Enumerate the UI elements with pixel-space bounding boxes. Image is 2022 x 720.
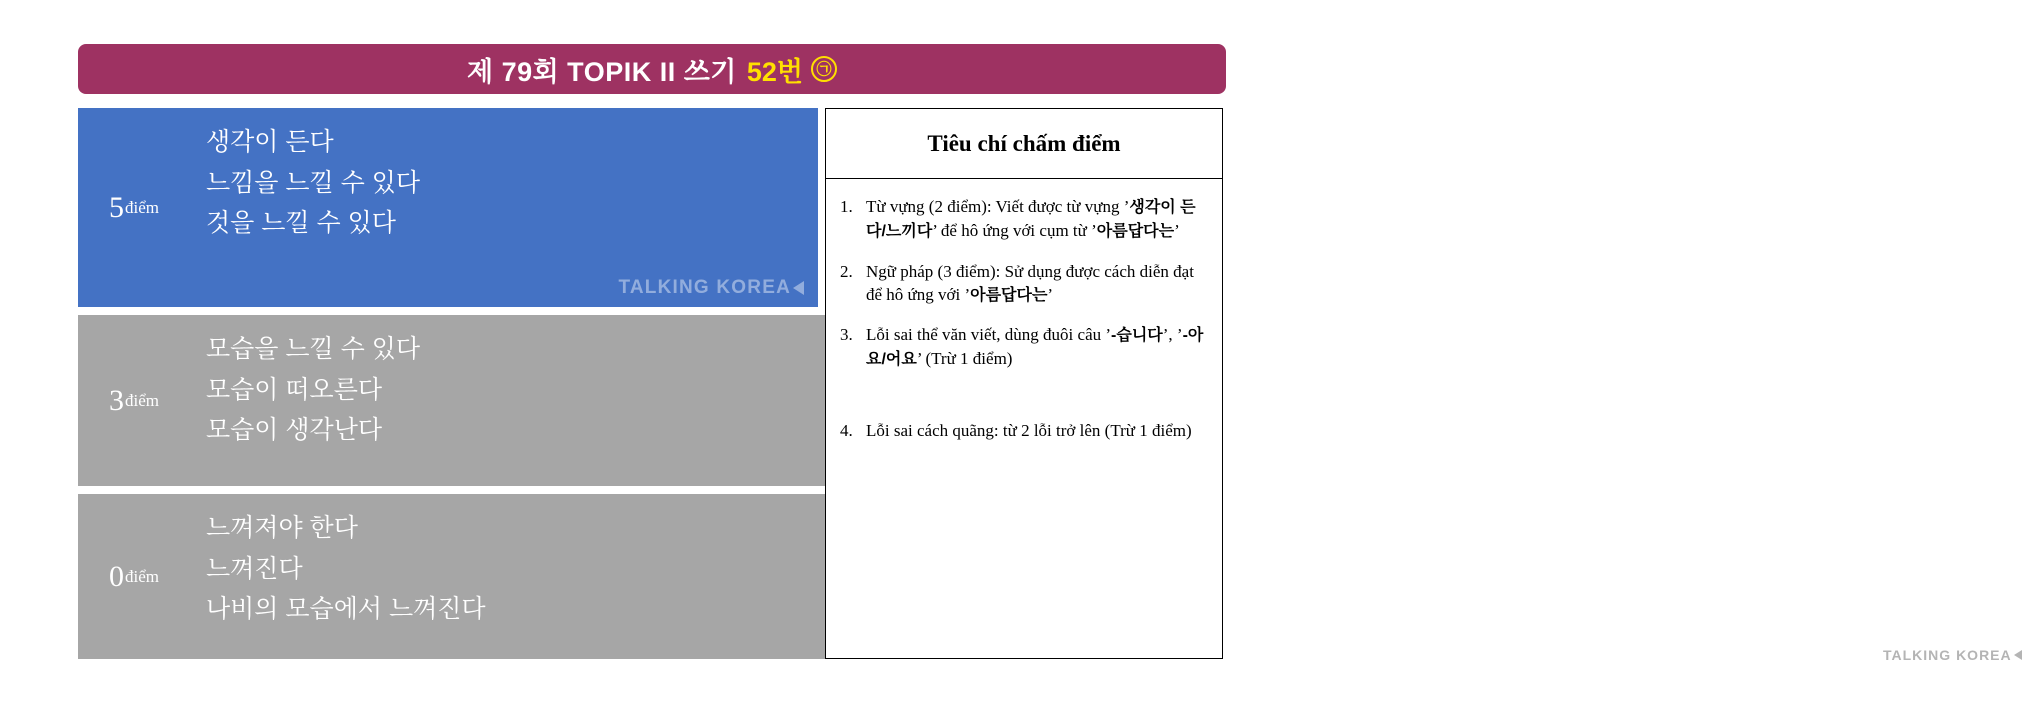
answer-line: 생각이 든다 bbox=[206, 128, 334, 156]
answer-line: 모습이 생각난다 bbox=[206, 416, 382, 444]
criteria-text-post: ’ (Trừ 1 điểm) bbox=[916, 349, 1013, 369]
criteria-item bbox=[840, 195, 1208, 243]
criteria-text-post: ’ bbox=[1174, 220, 1180, 240]
answer-line: 것을 느낄 수 있다 bbox=[206, 209, 396, 237]
watermark-logo bbox=[618, 277, 804, 299]
circle-marker-icon: ㉠ bbox=[811, 56, 837, 82]
score-row-5 bbox=[78, 108, 818, 307]
score-label-0 bbox=[78, 494, 190, 659]
slide-title-highlight: 52번 bbox=[746, 56, 803, 87]
criteria-title: Tiêu chí chấm điểm bbox=[826, 109, 1222, 179]
criteria-korean-term-2: -아요/어요 bbox=[866, 327, 1204, 369]
score-content-0 bbox=[190, 494, 930, 659]
watermark-text: TALKING KOREA bbox=[618, 277, 791, 298]
criteria-korean-term: 아름답다는 bbox=[970, 286, 1048, 304]
answer-line: 모습이 떠오른다 bbox=[206, 375, 382, 404]
score-unit: điểm bbox=[125, 566, 159, 586]
answer-line: 모습을 느낄 수 있다 bbox=[206, 335, 421, 363]
score-row-3 bbox=[78, 315, 930, 486]
criteria-korean-term: -습니다 bbox=[1111, 327, 1163, 345]
watermark-triangle-icon bbox=[2014, 650, 2022, 660]
criteria-text-mid: ’ để hô ứng với cụm từ ’ bbox=[932, 220, 1097, 240]
criteria-text: Lỗi sai cách quãng: từ 2 lỗi trở lên (Trừ 1 điểm) bbox=[866, 420, 1192, 440]
score-label-3 bbox=[78, 315, 190, 486]
score-value: 3 bbox=[109, 383, 124, 417]
score-row-0 bbox=[78, 494, 930, 659]
criteria-item bbox=[840, 323, 1208, 371]
criteria-korean-term-2: 아름답다는 bbox=[1096, 222, 1175, 240]
criteria-text-mid: ’ bbox=[1047, 284, 1054, 304]
criteria-number: 1. bbox=[840, 197, 853, 216]
criteria-number: 4. bbox=[840, 420, 853, 440]
score-unit: điểm bbox=[125, 390, 159, 410]
score-content-5 bbox=[190, 108, 818, 307]
criteria-korean-term: 생각이 든다/느끼다 bbox=[866, 199, 1196, 240]
score-value: 0 bbox=[109, 559, 124, 593]
criteria-text-mid: ’, ’ bbox=[1162, 325, 1183, 345]
answer-line: 나비의 모습에서 느껴진다 bbox=[206, 595, 486, 623]
criteria-panel bbox=[825, 108, 2012, 663]
criteria-number: 2. bbox=[840, 261, 853, 281]
watermark-triangle-icon bbox=[793, 281, 804, 295]
criteria-item bbox=[840, 260, 1208, 307]
criteria-text-pre: Từ vựng (2 điểm): Viết được từ vựng ’ bbox=[866, 197, 1130, 216]
slide-title-text: 제 79회 TOPIK II 쓰기 bbox=[466, 56, 737, 87]
watermark-logo-right bbox=[1883, 647, 2022, 663]
slide-title-bar bbox=[78, 44, 1226, 94]
answer-line: 느껴져야 한다 bbox=[206, 514, 358, 542]
watermark-text: TALKING KOREA bbox=[1883, 647, 2012, 663]
criteria-text bbox=[866, 260, 1208, 307]
criteria-text bbox=[866, 195, 1208, 243]
criteria-text-pre: Lỗi sai thể văn viết, dùng đuôi câu ’ bbox=[866, 325, 1112, 345]
criteria-list bbox=[826, 179, 2012, 663]
criteria-item bbox=[840, 419, 1208, 442]
score-label-5 bbox=[78, 108, 190, 307]
answer-line: 느낌을 느낄 수 있다 bbox=[206, 168, 421, 197]
criteria-text bbox=[866, 323, 1208, 371]
score-content-3 bbox=[190, 315, 930, 486]
score-unit: điểm bbox=[125, 197, 159, 217]
criteria-text-pre: Ngữ pháp (3 điểm): Sử dụng được cách diễn đạt để hô ứng với ’ bbox=[866, 261, 1194, 304]
score-value: 5 bbox=[109, 190, 124, 224]
answer-line: 느껴진다 bbox=[206, 554, 303, 583]
criteria-number: 3. bbox=[840, 325, 853, 345]
